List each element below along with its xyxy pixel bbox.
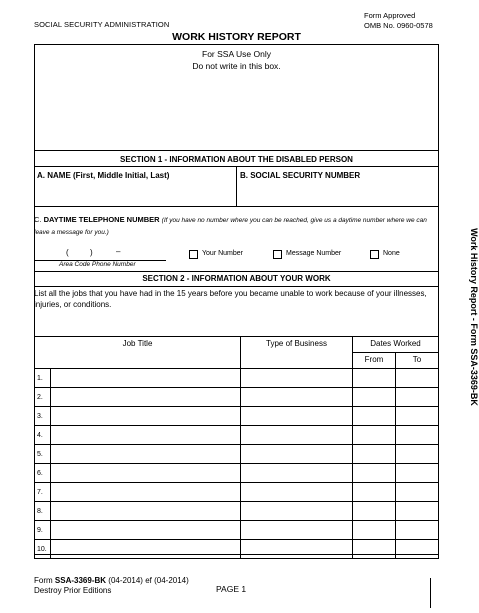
- row-number: 5.: [35, 445, 51, 464]
- job-title-cell[interactable]: [51, 540, 241, 559]
- area-code-open-paren: (: [66, 248, 69, 257]
- row-number: 2.: [35, 388, 51, 407]
- table-row: [35, 388, 439, 407]
- dates-worked-header: Dates Worked: [353, 337, 439, 353]
- from-cell[interactable]: [353, 426, 396, 445]
- table-row: [35, 464, 439, 483]
- to-cell[interactable]: [396, 369, 439, 388]
- job-title-cell[interactable]: [51, 388, 241, 407]
- job-title-cell[interactable]: [51, 483, 241, 502]
- to-cell[interactable]: [396, 483, 439, 502]
- form-title: WORK HISTORY REPORT: [172, 31, 301, 43]
- none-label: None: [383, 250, 400, 257]
- job-title-cell[interactable]: [51, 502, 241, 521]
- from-header: From: [353, 353, 396, 369]
- table-row: [35, 369, 439, 388]
- table-row: [35, 445, 439, 464]
- phone-label-block: [34, 214, 439, 238]
- phone-label: DAYTIME TELEPHONE NUMBER: [43, 215, 160, 224]
- agency-name: SOCIAL SECURITY ADMINISTRATION: [34, 20, 170, 29]
- divider: [34, 271, 439, 272]
- business-cell[interactable]: [241, 388, 353, 407]
- phone-note: (If you have no number where you can be reached, give us a daytime number where we can leave a message for you.): [34, 217, 427, 236]
- business-cell[interactable]: [241, 369, 353, 388]
- omb-number: OMB No. 0960-0578: [364, 21, 433, 30]
- divider: [34, 206, 439, 207]
- row-number: 3.: [35, 407, 51, 426]
- row-number: 1.: [35, 369, 51, 388]
- table-row: [35, 426, 439, 445]
- ssa-use-line1: For SSA Use Only: [202, 49, 271, 59]
- divider: [34, 286, 439, 287]
- phone-number-label: Phone Number: [91, 261, 136, 268]
- to-cell[interactable]: [396, 426, 439, 445]
- business-cell[interactable]: [241, 521, 353, 540]
- from-cell[interactable]: [353, 521, 396, 540]
- jobs-table: [34, 336, 439, 559]
- ssn-label: B. SOCIAL SECURITY NUMBER: [240, 171, 361, 180]
- row-number: 4.: [35, 426, 51, 445]
- job-title-cell[interactable]: [51, 521, 241, 540]
- to-cell[interactable]: [396, 502, 439, 521]
- your-number-checkbox[interactable]: [189, 250, 198, 259]
- form-id: SSA-3369-BK: [54, 576, 107, 585]
- message-number-label: Message Number: [286, 250, 342, 257]
- omb-block: [364, 11, 433, 31]
- destroy-note: Destroy Prior Editions: [34, 586, 112, 595]
- to-cell[interactable]: [396, 445, 439, 464]
- row-number: 6.: [35, 464, 51, 483]
- job-title-cell[interactable]: [51, 426, 241, 445]
- form-footer: [34, 576, 189, 596]
- form-approved-text: Form Approved: [364, 11, 416, 20]
- from-cell[interactable]: [353, 483, 396, 502]
- name-field[interactable]: [36, 184, 234, 204]
- section2-title: SECTION 2 - INFORMATION ABOUT YOUR WORK: [142, 274, 331, 283]
- from-cell[interactable]: [353, 407, 396, 426]
- to-header: To: [396, 353, 439, 369]
- your-number-label: Your Number: [202, 250, 243, 257]
- section2-instructions: List all the jobs that you have had in the 15 years before you became unable to work because of your illnesses, injuries, or conditions.: [34, 289, 427, 309]
- name-label: A. NAME (First, Middle Initial, Last): [37, 171, 170, 180]
- from-cell[interactable]: [353, 464, 396, 483]
- from-cell[interactable]: [353, 369, 396, 388]
- job-title-header: Job Title: [35, 337, 241, 369]
- business-cell[interactable]: [241, 540, 353, 559]
- business-cell[interactable]: [241, 445, 353, 464]
- ssn-field[interactable]: [238, 184, 437, 204]
- phone-input[interactable]: [36, 244, 164, 260]
- business-cell[interactable]: [241, 426, 353, 445]
- row-number: 10.: [35, 540, 51, 559]
- table-row: [35, 502, 439, 521]
- table-row: [35, 521, 439, 540]
- from-cell[interactable]: [353, 388, 396, 407]
- ssa-use-line2: Do not write in this box.: [192, 61, 281, 71]
- to-cell[interactable]: [396, 521, 439, 540]
- divider: [430, 578, 431, 608]
- section1-title: SECTION 1 - INFORMATION ABOUT THE DISABLED PERSON: [120, 155, 353, 164]
- business-header: Type of Business: [241, 337, 353, 369]
- job-title-cell[interactable]: [51, 407, 241, 426]
- area-code-close-paren: ): [90, 248, 93, 257]
- business-cell[interactable]: [241, 483, 353, 502]
- job-title-cell[interactable]: [51, 445, 241, 464]
- none-checkbox[interactable]: [370, 250, 379, 259]
- row-number: 7.: [35, 483, 51, 502]
- to-cell[interactable]: [396, 540, 439, 559]
- from-cell[interactable]: [353, 445, 396, 464]
- to-cell[interactable]: [396, 388, 439, 407]
- area-code-caption: [59, 261, 136, 268]
- side-form-title: Work History Report - Form SSA-3369-BK: [469, 228, 479, 406]
- business-cell[interactable]: [241, 464, 353, 483]
- area-code-label: Area Code: [59, 261, 91, 268]
- message-number-checkbox[interactable]: [273, 250, 282, 259]
- divider: [236, 166, 237, 206]
- table-row: [35, 407, 439, 426]
- from-cell[interactable]: [353, 540, 396, 559]
- row-number: 8.: [35, 502, 51, 521]
- row-number: 9.: [35, 521, 51, 540]
- business-cell[interactable]: [241, 407, 353, 426]
- page-number: PAGE 1: [216, 584, 247, 594]
- job-title-cell[interactable]: [51, 369, 241, 388]
- phone-prefix: C.: [34, 215, 42, 224]
- phone-dash: –: [116, 247, 121, 256]
- form-prefix: Form: [34, 576, 53, 585]
- ssa-use-box: [35, 48, 438, 72]
- business-cell[interactable]: [241, 502, 353, 521]
- table-row: [35, 540, 439, 559]
- job-title-cell[interactable]: [51, 464, 241, 483]
- divider: [34, 150, 439, 151]
- from-cell[interactable]: [353, 502, 396, 521]
- to-cell[interactable]: [396, 464, 439, 483]
- table-row: [35, 483, 439, 502]
- to-cell[interactable]: [396, 407, 439, 426]
- form-date: (04-2014) ef (04-2014): [108, 576, 189, 585]
